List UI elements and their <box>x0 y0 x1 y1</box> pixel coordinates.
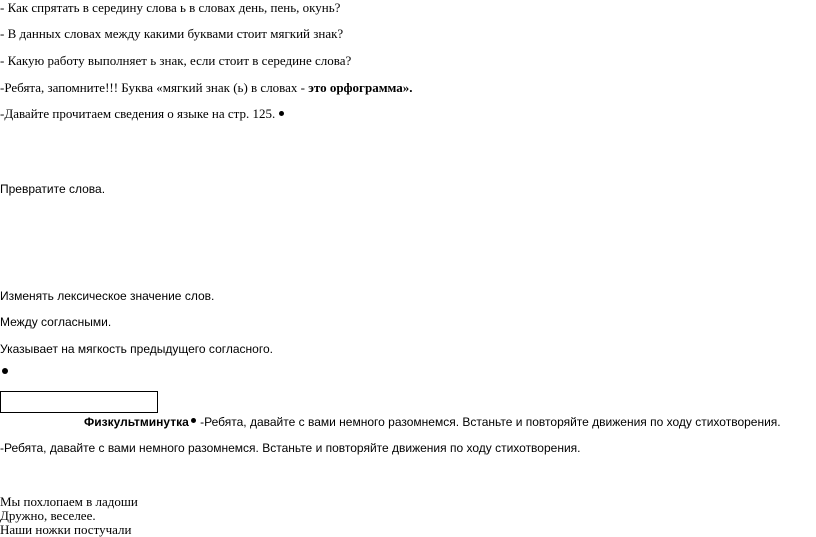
rule-statement <box>0 80 413 95</box>
empty-text-box <box>0 391 158 413</box>
question-3: - Какую работу выполняет ь знак, если стоит в середине слова? <box>0 53 352 68</box>
question-1: - Как спрятать в середину слова ь в словах день, пень, окунь? <box>0 0 341 15</box>
bullet-icon <box>191 418 196 423</box>
question-2: - В данных словах между какими буквами стоит мягкий знак? <box>0 26 344 41</box>
rule-statement-prefix: -Ребята, запомните!!! Буква «мягкий знак (ь) в словах - <box>0 80 309 95</box>
answer-3: Между согласными. <box>0 315 112 329</box>
read-info-text: -Давайте прочитаем сведения о языке на стр. 125. <box>0 106 276 121</box>
physical-break-title: Физкультминутка <box>84 415 189 429</box>
physical-break-intro: -Ребята, давайте с вами немного разомнемся. Встаньте и повторяйте движения по ходу стихотворения. <box>196 415 781 429</box>
poem-line-3: Наши ножки постучали <box>0 522 132 537</box>
poem-line-1: Мы похлопаем в ладоши <box>0 494 138 509</box>
answer-4: Указывает на мягкость предыдущего согласного. <box>0 342 273 356</box>
bullet-icon <box>279 111 284 116</box>
physical-break-intro-repeat: -Ребята, давайте с вами немного разомнемся. Встаньте и повторяйте движения по ходу стихотворения. <box>0 441 581 455</box>
physical-break-line <box>84 415 781 430</box>
rule-statement-bold: это орфограмма». <box>308 80 413 95</box>
bullet-icon <box>2 368 8 374</box>
poem-line-2: Дружно, веселее. <box>0 508 96 523</box>
read-info-line <box>0 106 284 121</box>
answer-2: Изменять лексическое значение слов. <box>0 289 215 303</box>
answer-1: Превратите слова. <box>0 182 106 196</box>
